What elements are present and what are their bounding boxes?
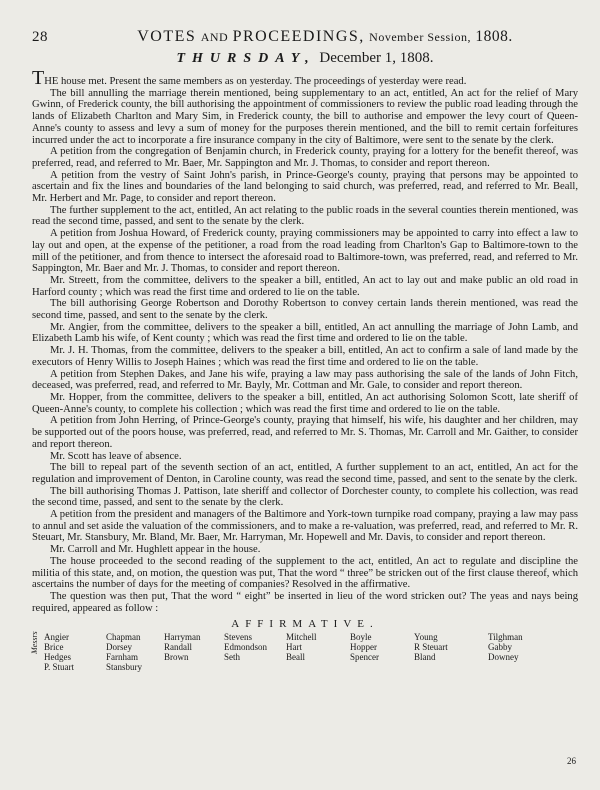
paragraph: A petition from Joshua Howard, of Frederick county, praying commissioners may be appointed to carry into effect a law to lay out and open, at the expense of the petitioner, a road from the road leading from Charlton's Gap to Baltimore-town to the mill of the petitioner, and from thence to intersect the aforesaid road to Baltimore-town, was preferred, read, and referred to Mr. Sappington, Mr. Baer and Mr. J. Thomas, to consider and report thereon. xyxy=(32,228,578,275)
paragraph-text: HE house met. Present the same members as on yesterday. The proceedings of yesterday were read. xyxy=(44,76,467,87)
paragraph: The question was then put, That the word “ eight” be inserted in lieu of the word stricken out? The yeas and nays being required, appeared as follow : xyxy=(32,590,578,614)
paragraph: The house proceeded to the second reading of the supplement to the act, entitled, An act to regulate and discipline the militia of this state, and, on motion, the question was put, That the word “ three” be stricken out of the first clause thereof, which ascertains the number of days for the meeting of companies? Resolved in the affirmative. xyxy=(32,555,578,591)
voter-name: Hedges xyxy=(44,652,71,663)
page-tag: 26 xyxy=(567,756,576,766)
title-and: AND xyxy=(200,30,229,44)
paragraph: A petition from the president and managers of the Baltimore and York-town turnpike road company, praying a law may pass to annul and set aside the valuation of the commissioners, and to make a re-valuation, was preferred, read, and referred to Mr. R. Steuart, Mr. Stansbury, Mr. Bland, Mr. Baer, Mr. Harryman, Mr. Hopewell and Mr. Davis, to consider and report thereon. xyxy=(32,509,578,544)
paragraph: Mr. Hopper, from the committee, delivers to the speaker a bill, entitled, An act authorising Solomon Scott, late sheriff of Queen-Anne's county, to complete his collection ; which was read the first time and ordered to lie on the table. xyxy=(32,391,578,415)
vote-column xyxy=(44,632,106,672)
voter-name: Boyle xyxy=(350,632,372,643)
voter-name: Stansbury xyxy=(106,662,142,673)
voter-name: Bland xyxy=(414,652,436,663)
paragraph: Mr. Carroll and Mr. Hughlett appear in the house. xyxy=(50,544,261,556)
voter-name: Brown xyxy=(164,652,189,663)
paragraph: The bill authorising George Robertson and Dorothy Robertson to convey certain lands therein mentioned, was read the second time, passed, and sent to the senate by the clerk. xyxy=(32,298,578,322)
voter-name: Brice xyxy=(44,642,64,653)
voter-name: Beall xyxy=(286,652,305,663)
voter-name: Spencer xyxy=(350,652,379,663)
vote-column xyxy=(224,632,286,672)
voter-name: Stevens xyxy=(224,632,252,643)
vote-list xyxy=(32,632,578,672)
title-session: November Session, xyxy=(369,30,471,44)
paragraph: A petition from John Herring, of Prince-George's county, praying that himself, his wife, his daughter and her children, may be supported out of the poors house, was preferred, read, and referred to Mr. S. Thomas, Mr. Carroll and Mr. Gaither, to consider and report thereon. xyxy=(32,415,578,450)
document-body xyxy=(32,67,578,614)
dateline-day: THURSDAY, xyxy=(176,51,316,66)
running-title xyxy=(72,28,578,46)
voter-name: Chapman xyxy=(106,632,141,643)
paragraph: A petition from Stephen Dakes, and Jane his wife, praying a law may pass authorising the sale of the lands of John Fitch, deceased, was preferred, read, and referred to Mr. Bayly, Mr. Cottman and Mr. Gale, to consider and report thereon. xyxy=(32,368,578,392)
voter-name: Hart xyxy=(286,642,302,653)
vote-column xyxy=(350,632,414,672)
title-proceedings: PROCEEDINGS, xyxy=(232,28,365,45)
voter-name: Randall xyxy=(164,642,192,653)
drop-cap: T xyxy=(32,67,45,89)
page-number: 28 xyxy=(32,29,48,45)
voter-name: Hopper xyxy=(350,642,377,653)
vote-column xyxy=(414,632,488,672)
voter-name: P. Stuart xyxy=(44,662,75,673)
paragraph: Mr. Angier, from the committee, delivers to the speaker a bill, entitled, An act annulling the marriage of John Lamb, and Elizabeth Lamb his wife, of Kent county ; which was read the first time and ordered to lie on the table. xyxy=(32,321,578,345)
paragraph: The bill authorising Thomas J. Pattison, late sheriff and collector of Dorchester county, to complete his collection, was read the second time, passed, and sent to the senate by the clerk. xyxy=(32,485,578,509)
dateline-date: December 1, 1808. xyxy=(319,50,434,66)
paragraph xyxy=(32,67,578,89)
paragraph: The bill to repeal part of the seventh section of an act, entitled, A further supplement to an act, entitled, An act for the regulation and improvement of Denton, in Caroline county, was read the second time, passed, and sent to the senate by the clerk. xyxy=(32,462,578,485)
paragraph: A petition from the vestry of Saint John's parish, in Prince-George's county, praying that persons may be appointed to ascertain and fix the lines and boundaries of the land belonging to said church, was preferred, read, and referred to Mr. Beall, Mr. Herbert and Mr. Page, to consider and report thereon. xyxy=(32,169,578,205)
voter-name: R Steuart xyxy=(414,642,448,653)
paragraph: Mr. J. H. Thomas, from the committee, delivers to the speaker a bill, entitled, An act to confirm a sale of land made by the executors of Henry Willis to Joseph Haines ; which was read the first time and ordered to lie on the table. xyxy=(32,345,578,368)
vote-heading: AFFIRMATIVE. xyxy=(231,618,379,631)
vote-column xyxy=(286,632,350,672)
page-header xyxy=(32,28,578,46)
voter-name: Gabby xyxy=(488,642,512,653)
voter-name: Downey xyxy=(488,652,519,663)
paragraph: Mr. Scott has leave of absence. xyxy=(50,450,182,462)
vote-column xyxy=(488,632,548,672)
voter-name: Dorsey xyxy=(106,642,132,653)
voter-name: Tilghman xyxy=(488,632,523,643)
vote-column xyxy=(164,632,224,672)
voter-name: Angier xyxy=(44,632,69,643)
paragraph: Mr. Streett, from the committee, delivers to the speaker a bill, entitled, An act to lay out and make public an old road in Harford county ; which was read the first time and ordered to lie on the table. xyxy=(32,274,578,298)
vote-column xyxy=(106,632,164,672)
voter-name: Mitchell xyxy=(286,632,317,643)
voter-name: Seth xyxy=(224,652,241,663)
voter-name: Harryman xyxy=(164,632,201,643)
paragraph: A petition from the congregation of Benjamin church, in Frederick county, praying for a lottery for the benefit thereof, was preferred, read, and referred to Mr. Baer, Mr. Sappington and Mr. J. Thomas, to consider and report thereon. xyxy=(32,146,578,169)
messrs-label: Messrs xyxy=(30,631,39,655)
paragraph: The bill annulling the marriage therein mentioned, being supplementary to an act, entitled, An act for the relief of Mary Gwinn, of Frederick county, the bill authorising the appointment of commissioners to review the public road leading through the lands of Elizabeth Charlton and Mary Sim, in Frederick county, the bill to authorise and empower the levy court of Queen-Anne's county to assess and levy a sum of money for the purposes therein mentioned, and the bill to remit certain forfeitures incurred under the act to incorporate a fire insurance company in the city of Baltimore, were sent to the senate by the clerk. xyxy=(32,87,578,146)
title-votes: VOTES xyxy=(137,28,197,45)
paragraph: The further supplement to the act, entitled, An act relating to the public roads in the several counties therein mentioned, was read the second time, passed, and sent to the senate by the clerk. xyxy=(32,204,578,228)
dateline xyxy=(32,50,578,67)
voter-name: Farnham xyxy=(106,652,138,663)
voter-name: Young xyxy=(414,632,438,643)
voter-name: Edmondson xyxy=(224,642,268,653)
title-year: 1808. xyxy=(475,28,513,45)
